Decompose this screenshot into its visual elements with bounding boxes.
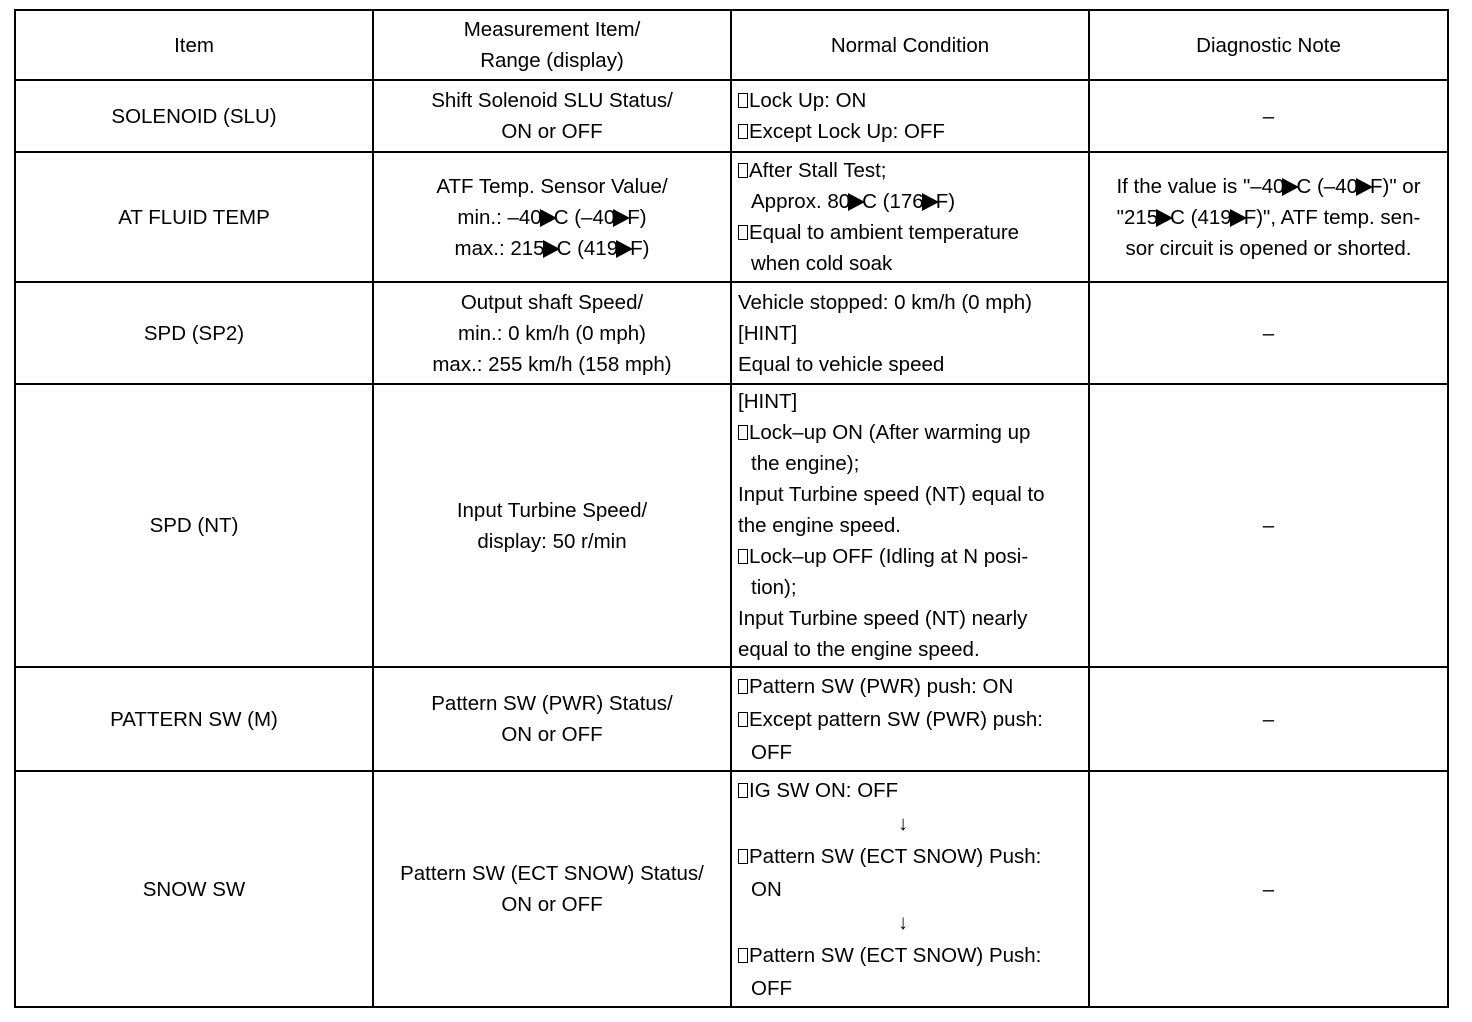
diagnostic-note-cell: – xyxy=(1089,384,1448,667)
measurement-cell: Shift Solenoid SLU Status/ ON or OFF xyxy=(373,80,731,152)
bullet-box xyxy=(738,124,748,139)
table-row xyxy=(15,152,1448,282)
item-cell: SPD (SP2) xyxy=(15,282,373,384)
table-row xyxy=(15,282,1448,384)
bullet-box xyxy=(738,425,748,440)
diagnostic-note-cell: – xyxy=(1089,80,1448,152)
measurement-cell: Input Turbine Speed/ display: 50 r/min xyxy=(373,384,731,667)
header-normal-condition: Normal Condition xyxy=(731,10,1089,80)
bullet-box xyxy=(738,549,748,564)
diagnostic-note-cell: – xyxy=(1089,282,1448,384)
header-item: Item xyxy=(15,10,373,80)
normal-condition-cell: After Stall Test; Approx. 80 C (176 F) Equal to ambient temperature when cold soak xyxy=(731,152,1089,282)
header-diagnostic-note: Diagnostic Note xyxy=(1089,10,1448,80)
table-row xyxy=(15,667,1448,771)
bullet-box xyxy=(738,712,748,727)
table-row xyxy=(15,80,1448,152)
bullet-box xyxy=(738,163,748,178)
table-header-row xyxy=(15,10,1448,80)
bullet-box xyxy=(738,225,748,240)
item-cell: PATTERN SW (M) xyxy=(15,667,373,771)
header-measurement: Measurement Item/ Range (display) xyxy=(373,10,731,80)
table-row xyxy=(15,384,1448,667)
down-arrow-icon: ↓ xyxy=(898,910,909,934)
normal-condition-cell: Pattern SW (PWR) push: ON Except pattern SW (PWR) push: OFF xyxy=(731,667,1089,771)
item-cell: AT FLUID TEMP xyxy=(15,152,373,282)
normal-condition-cell: Vehicle stopped: 0 km/h (0 mph) [HINT] Equal to vehicle speed xyxy=(731,282,1089,384)
item-cell: SPD (NT) xyxy=(15,384,373,667)
normal-condition-cell: Lock Up: ON Except Lock Up: OFF xyxy=(731,80,1089,152)
measurement-cell: Output shaft Speed/ min.: 0 km/h (0 mph) max.: 255 km/h (158 mph) xyxy=(373,282,731,384)
diagnostic-note-cell: If the value is "–40 C (–40 F)" or "215 C (419 F)", ATF temp. sen- sor circuit is opened or shorted. xyxy=(1089,152,1448,282)
table-row xyxy=(15,771,1448,1007)
item-cell: SOLENOID (SLU) xyxy=(15,80,373,152)
measurement-cell: ATF Temp. Sensor Value/ min.: –40 C (–40 F) max.: 215 C (419 F) xyxy=(373,152,731,282)
diagnostic-note-cell: – xyxy=(1089,667,1448,771)
normal-condition-cell: IG SW ON: OFF ↓ Pattern SW (ECT SNOW) Push: ON ↓ Pattern SW (ECT SNOW) Push: OFF xyxy=(731,771,1089,1007)
bullet-box xyxy=(738,679,748,694)
measurement-cell: Pattern SW (PWR) Status/ ON or OFF xyxy=(373,667,731,771)
bullet-box xyxy=(738,783,748,798)
measurement-cell: Pattern SW (ECT SNOW) Status/ ON or OFF xyxy=(373,771,731,1007)
down-arrow-icon: ↓ xyxy=(898,811,909,835)
bullet-box xyxy=(738,948,748,963)
bullet-box xyxy=(738,849,748,864)
normal-condition-cell: [HINT] Lock–up ON (After warming up the engine); Input Turbine speed (NT) equal to the engine speed. Lock–up OFF (Idling at N posi- tion); Input Turbine speed (NT) nearly equal to the engine speed. xyxy=(731,384,1089,667)
bullet-box xyxy=(738,93,748,108)
diagnostic-note-cell: – xyxy=(1089,771,1448,1007)
item-cell: SNOW SW xyxy=(15,771,373,1007)
diagnostic-data-table xyxy=(14,9,1449,1008)
